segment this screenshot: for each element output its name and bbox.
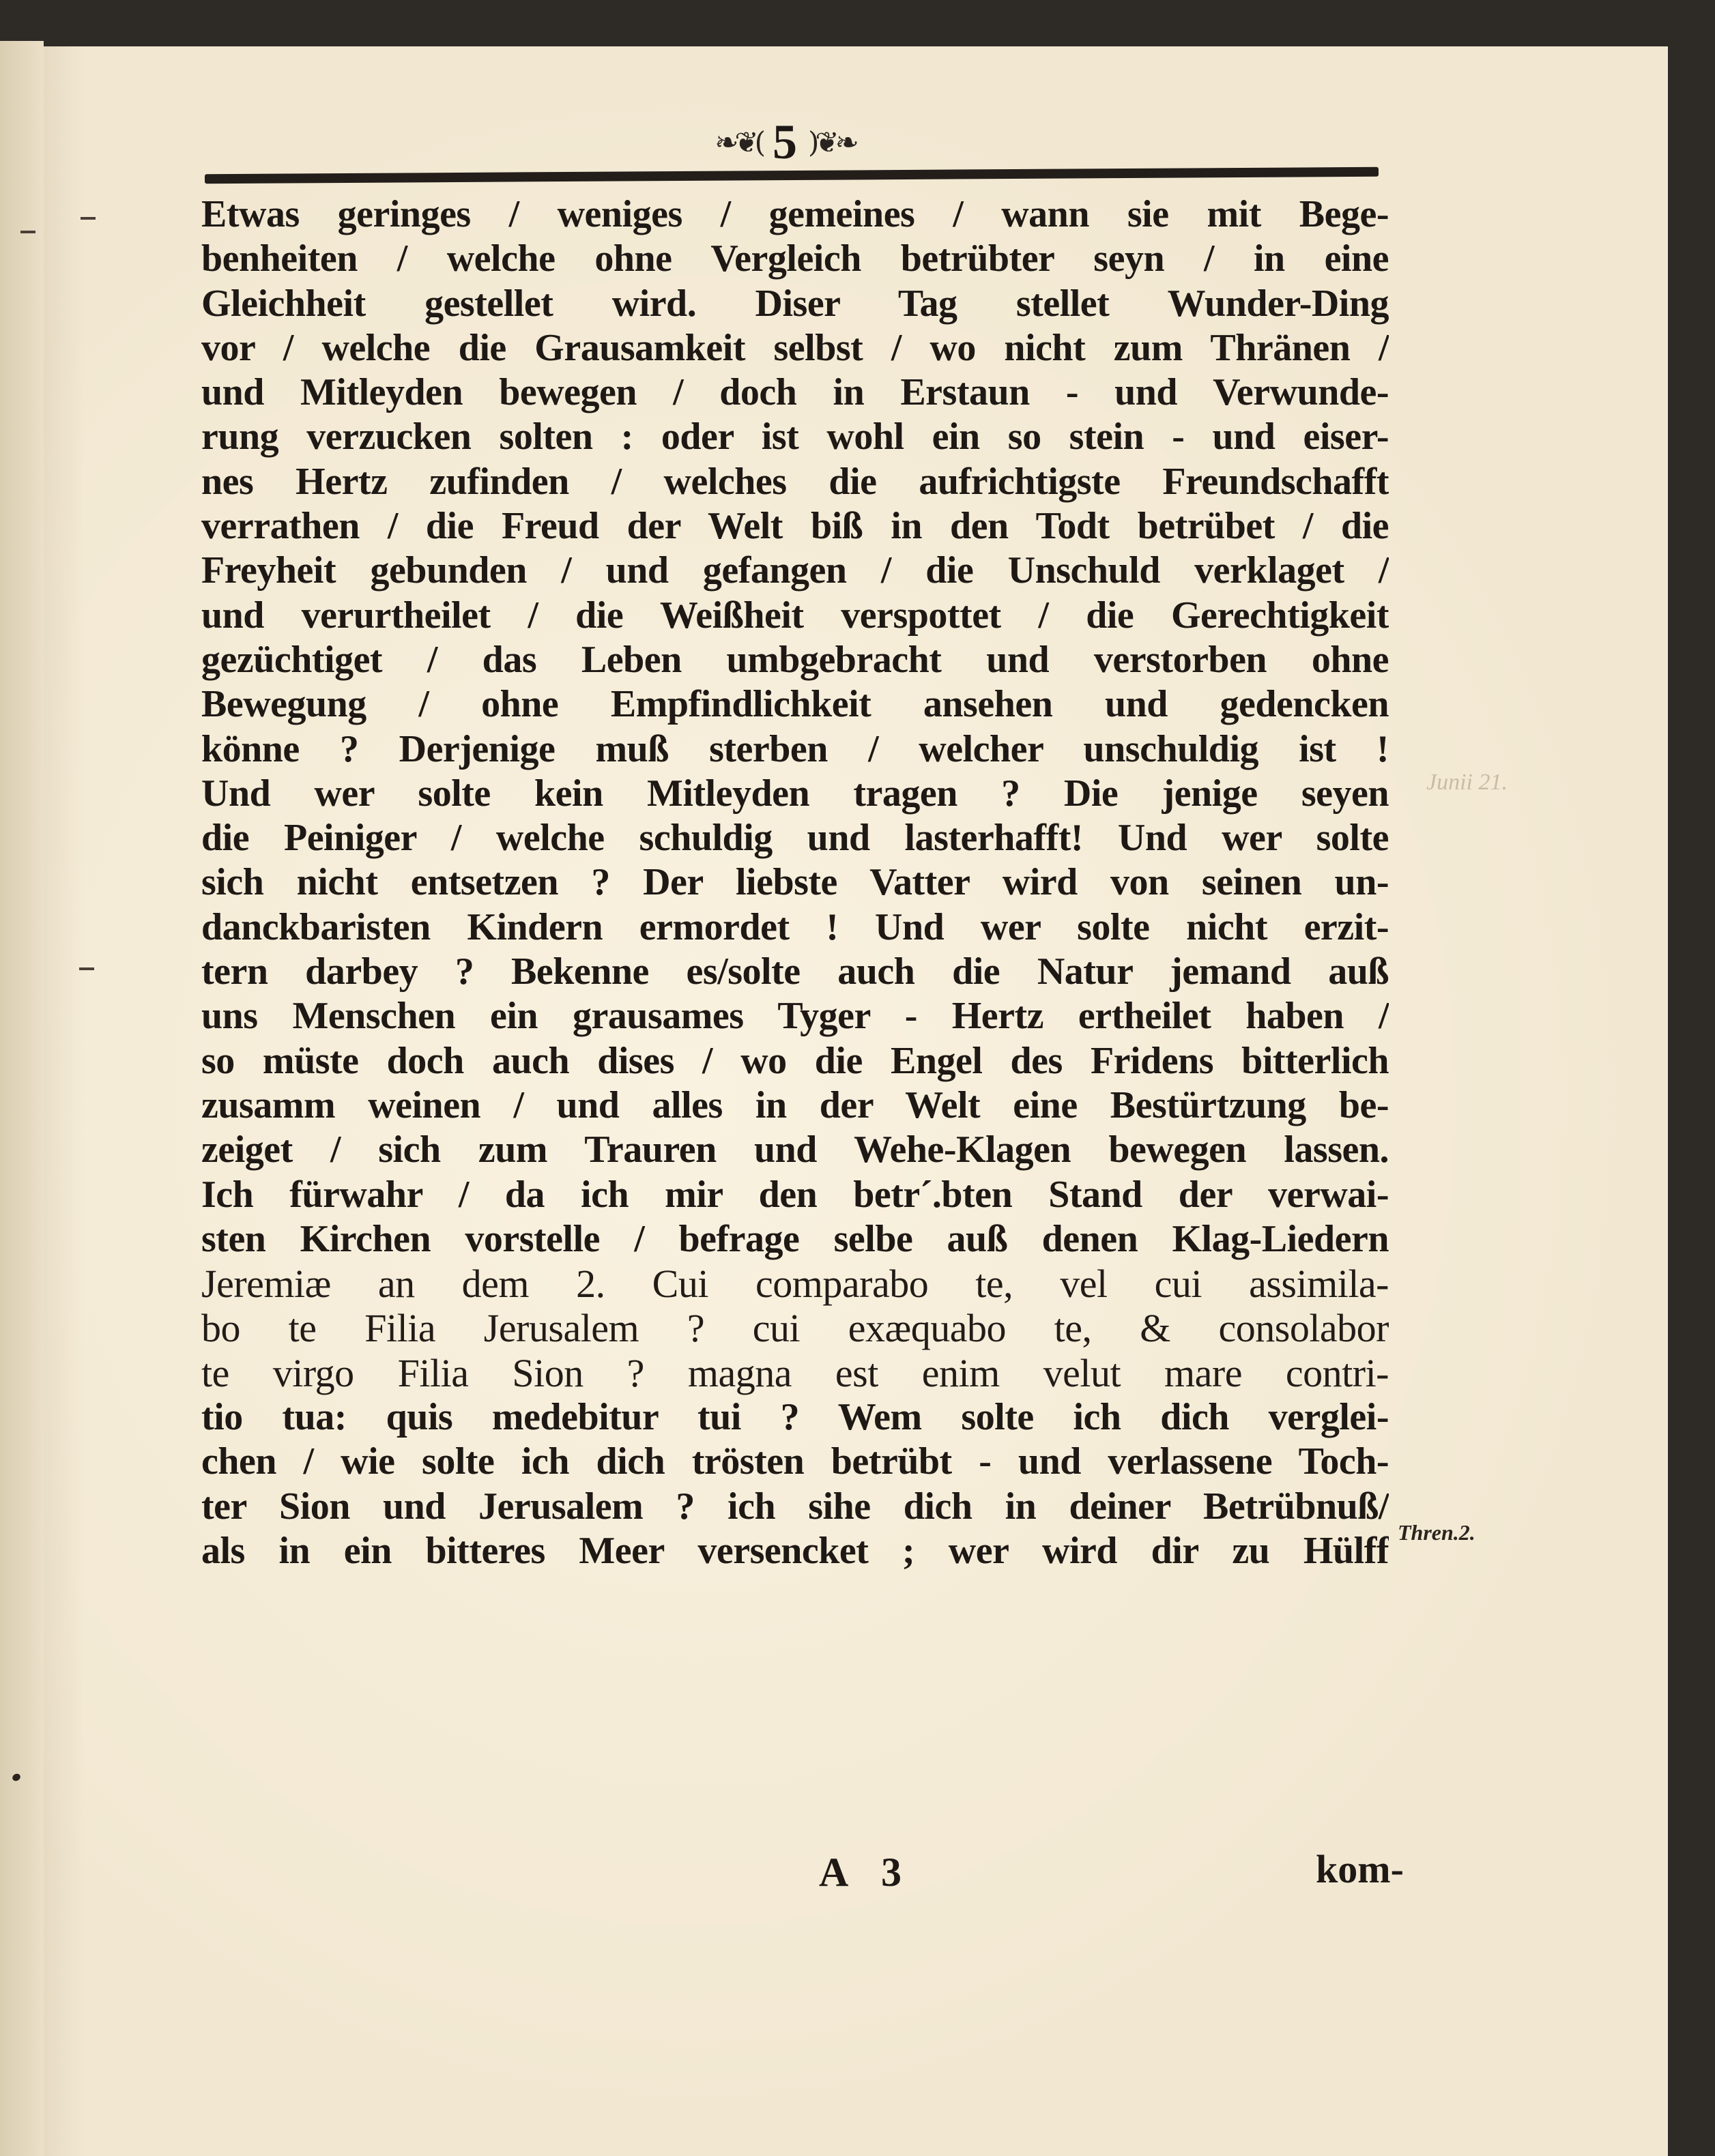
text-line: ter Sion und Jerusalem ? ich sihe dich in deiner Betrübnuß/ <box>201 1485 1389 1528</box>
body-text <box>201 192 1389 1573</box>
text-line: Etwas geringes / weniges / gemeines / wann sie mit Bege- <box>201 193 1389 235</box>
text-line: zusamm weinen / und alles in der Welt eine Bestürtzung be- <box>201 1083 1389 1126</box>
margin-note-faint: Junii 21. <box>1426 770 1508 795</box>
text-line: chen / wie solte ich dich trösten betrübt - und verlassene Toch- <box>201 1440 1389 1483</box>
text-line: tern darbey ? Bekenne es/solte auch die Natur jemand auß <box>201 950 1389 993</box>
text-line: Gleichheit gestellet wird. Diser Tag stellet Wunder-Ding <box>201 282 1389 325</box>
page-number: 5 <box>773 114 797 169</box>
text-line: Ich fürwahr / da ich mir den betr´.bten Stand der verwai- <box>201 1173 1389 1216</box>
text-line: uns Menschen ein grausames Tyger - Hertz ertheilet haben / <box>201 995 1389 1038</box>
text-line-latin: Jeremiæ an dem 2. Cui comparabo te, vel cui assimila- <box>201 1262 1389 1307</box>
catchword: kom- <box>1316 1847 1404 1891</box>
text-line: zeiget / sich zum Trauren und Wehe-Klagen bewegen lassen. <box>201 1128 1389 1171</box>
text-line-latin: te virgo Filia Sion ? magna est enim velut mare contri- <box>201 1350 1389 1395</box>
page-header <box>635 115 935 169</box>
text-line: nes Hertz zufinden / welches die aufrichtigste Freundschafft <box>201 460 1389 503</box>
signature-mark: A 3 <box>819 1850 914 1895</box>
margin-note-citation: Thren.2. <box>1398 1520 1475 1545</box>
text-line: tio tua: quis medebitur tui ? Wem solte ich dich verglei- <box>201 1396 1389 1439</box>
text-line: die Peiniger / welche schuldig und lasterhafft! Und wer solte <box>201 817 1389 860</box>
text-line: vor / welche die Grausamkeit selbst / wo nicht zum Thränen / <box>201 326 1389 369</box>
text-line: gezüchtiget / das Leben umbgebracht und verstorben ohne <box>201 638 1389 681</box>
text-line: als in ein bitteres Meer versencket ; wer wird dir zu Hülff <box>201 1529 1389 1572</box>
text-line: sten Kirchen vorstelle / befrage selbe auß denen Klag-Liedern <box>201 1217 1389 1260</box>
text-line: Freyheit gebunden / und gefangen / die Unschuld verklaget / <box>201 549 1389 592</box>
header-ornament-left: ❧❦( <box>715 125 762 159</box>
text-line: verrathen / die Freud der Welt biß in den Todt betrübet / die <box>201 505 1389 548</box>
text-line: Bewegung / ohne Empfindlichkeit ansehen und gedencken <box>201 683 1389 726</box>
text-line: rung verzucken solten : oder ist wohl ein so stein - und eiser- <box>201 416 1389 458</box>
edge-mark <box>20 231 35 233</box>
text-line: und verurtheilet / die Weißheit verspottet / die Gerechtigkeit <box>201 594 1389 637</box>
facing-page-edge <box>0 41 44 2156</box>
text-line: sich nicht entsetzen ? Der liebste Vatter wird von seinen un- <box>201 861 1389 904</box>
text-line: benheiten / welche ohne Vergleich betrübter seyn / in eine <box>201 237 1389 280</box>
text-line: und Mitleyden bewegen / doch in Erstaun - und Verwunde- <box>201 371 1389 414</box>
text-line: danckbaristen Kindern ermordet ! Und wer solte nicht erzit- <box>201 905 1389 948</box>
text-line: Und wer solte kein Mitleyden tragen ? Die jenige seyen <box>201 772 1389 815</box>
text-line: so müste doch auch dises / wo die Engel des Fridens bitterlich <box>201 1039 1389 1082</box>
text-line: könne ? Derjenige muß sterben / welcher unschuldig ist ! <box>201 727 1389 770</box>
text-line-latin: bo te Filia Jerusalem ? cui exæquabo te, & consolabor <box>201 1306 1389 1351</box>
edge-mark <box>81 217 96 220</box>
edge-mark <box>79 967 94 970</box>
header-ornament-right: )❦❧ <box>808 125 855 159</box>
